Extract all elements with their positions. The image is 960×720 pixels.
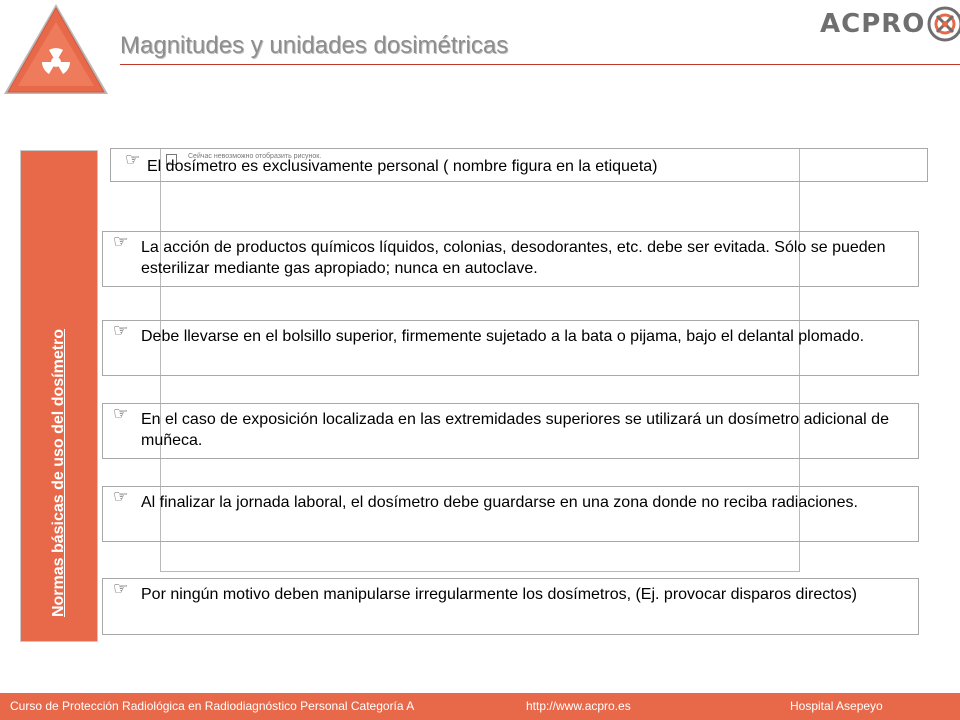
radiation-warning-logo [0,0,112,100]
image-placeholder-caption: Сейчас невозможно отобразить рисунок. [188,153,322,160]
pointing-hand-icon: ☞ [113,404,129,424]
rule-item [102,578,919,635]
acpro-logo [820,4,960,44]
rule-text: Al finalizar la jornada laboral, el dosímetro debe guardarse en una zona donde no reciba radiaciones. [141,494,858,511]
side-label: Normas básicas de uso del dosímetro [50,328,67,618]
footer-bar [0,693,960,720]
acpro-emblem-icon [927,6,960,42]
pointing-hand-icon: ☞ [113,232,129,252]
page-title: Magnitudes y unidades dosimétricas [120,32,509,59]
rule-item [102,231,919,287]
rule-text: En el caso de exposición localizada en las extremidades superiores se utilizará un dosímetro adicional de muñeca. [141,411,889,449]
rule-text: Debe llevarse en el bolsillo superior, firmemente sujetado a la bata o pijama, bajo el delantal plomado. [141,328,865,345]
pointing-hand-icon: ☞ [125,150,141,170]
pointing-hand-icon: ☞ [113,321,129,341]
title-divider [120,64,960,65]
footer-course: Curso de Protección Radiológica en Radiodiagnóstico Personal Categoría A [10,699,415,713]
rule-item [102,320,919,376]
rule-text: El dosímetro es exclusivamente personal ( nombre figura en la etiqueta) [147,158,658,175]
footer-hospital: Hospital Asepeyo [790,699,883,713]
pointing-hand-icon: ☞ [113,579,129,599]
pointing-hand-icon: ☞ [113,487,129,507]
acpro-brand-text: ACPRO [820,9,926,39]
rule-text: Por ningún motivo deben manipularse irregularmente los dosímetros, (Ej. provocar disparos directos) [141,586,857,603]
rule-item [102,403,919,459]
rule-text: La acción de productos químicos líquidos, colonias, desodorantes, etc. debe ser evitada. Sólo se pueden esterilizar mediante gas apropiado; nunca en autoclave. [141,239,886,277]
footer-url-link[interactable]: http://www.acpro.es [526,699,631,713]
rule-item [102,486,919,542]
rule-item [110,148,928,182]
